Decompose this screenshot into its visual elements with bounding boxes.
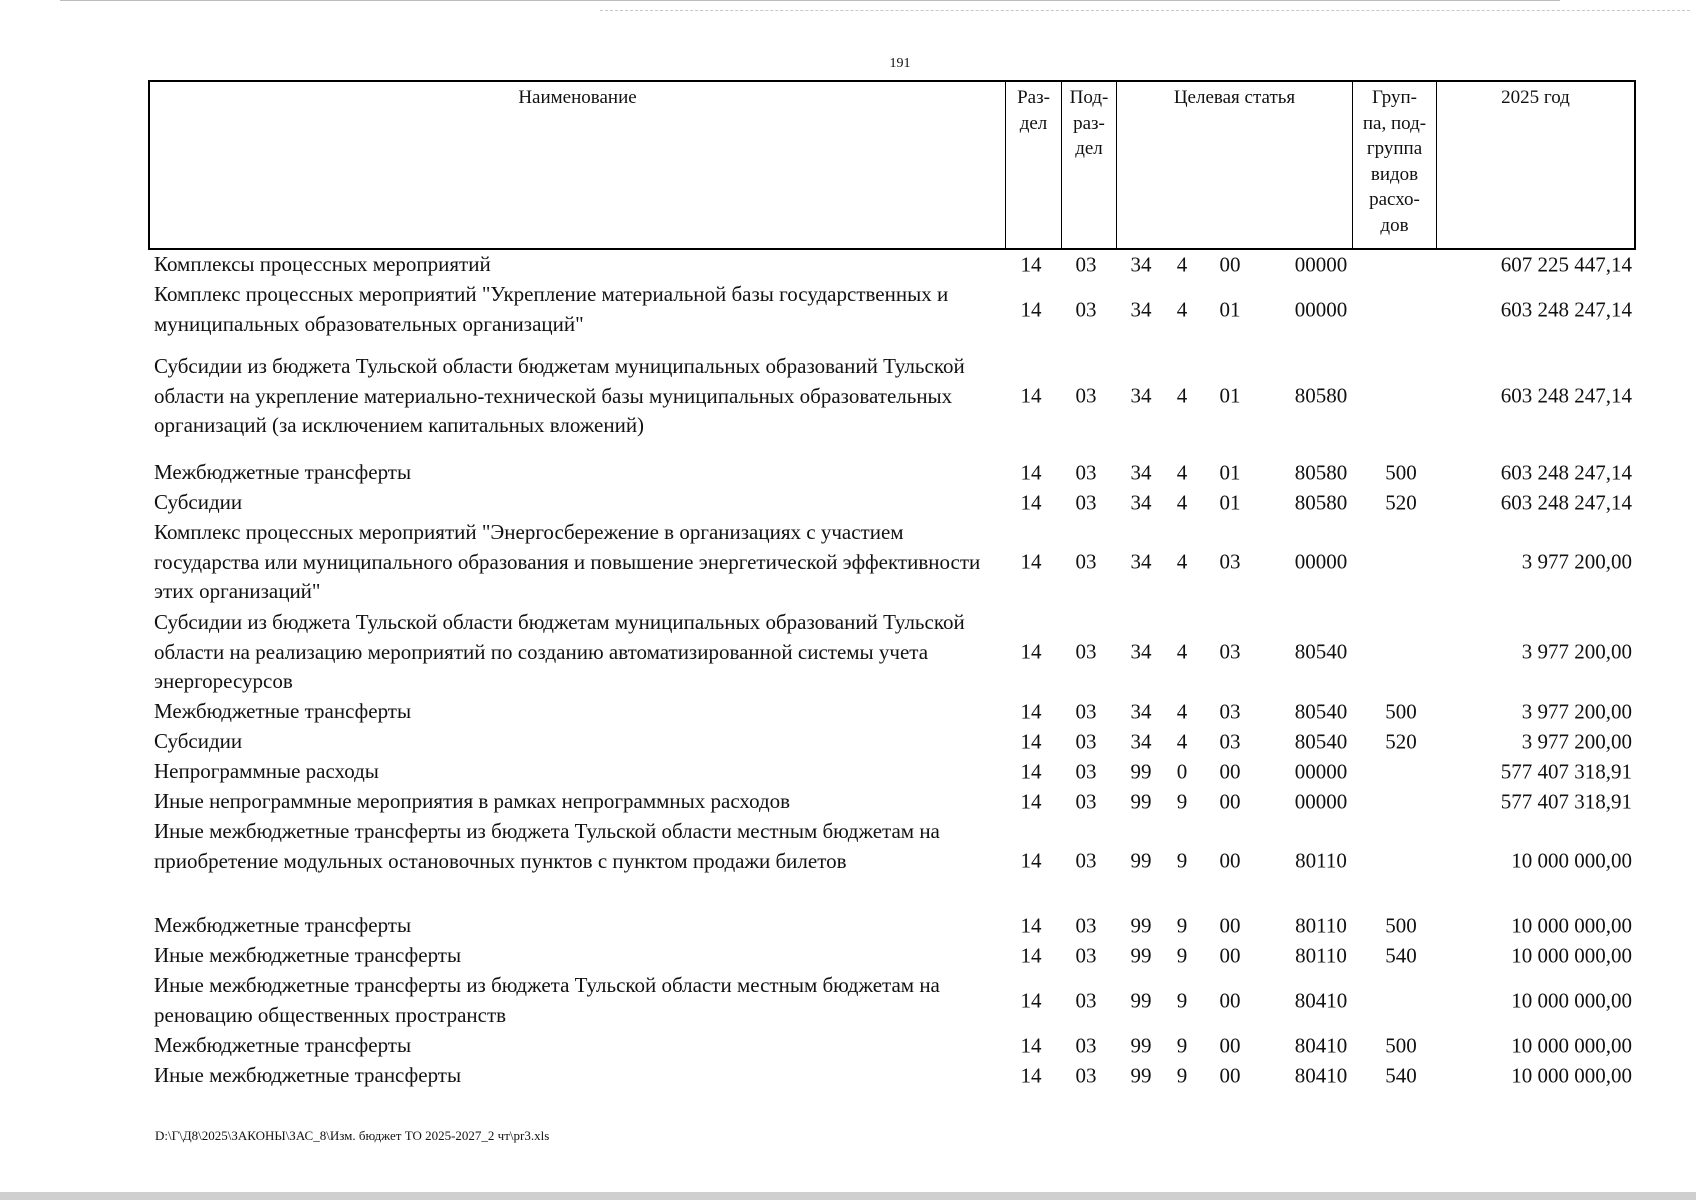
row-razdel: 14 <box>1020 383 1042 408</box>
row-podrazdel: 03 <box>1075 729 1097 753</box>
row-target-direction: 80410 <box>1294 1033 1348 1057</box>
row-target-structural-element: 00 <box>1219 789 1241 813</box>
row-podrazdel: 03 <box>1075 460 1097 484</box>
row-target-type: 9 <box>1176 913 1188 937</box>
row-razdel: 14 <box>1020 639 1042 664</box>
row-target-structural-element: 01 <box>1219 460 1241 484</box>
row-razdel: 14 <box>1020 913 1042 937</box>
row-name: Иные межбюджетные трансферты <box>154 943 462 967</box>
row-target-type: 4 <box>1176 460 1188 484</box>
row-target-structural-element: 00 <box>1219 759 1241 783</box>
row-podrazdel: 03 <box>1075 759 1097 783</box>
table-row <box>148 971 1636 1030</box>
row-name: Межбюджетные трансферты <box>154 699 412 723</box>
row-target-direction: 80580 <box>1294 490 1348 514</box>
row-target-program: 34 <box>1130 490 1152 514</box>
row-amount: 10 000 000,00 <box>1511 1033 1632 1057</box>
row-target-type: 4 <box>1176 699 1188 723</box>
row-razdel: 14 <box>1020 848 1042 873</box>
row-amount: 577 407 318,91 <box>1500 789 1632 813</box>
row-target-direction: 00000 <box>1294 549 1348 574</box>
row-target-structural-element: 03 <box>1219 729 1241 753</box>
row-target-type: 9 <box>1176 848 1188 873</box>
row-name: Межбюджетные трансферты <box>154 1033 412 1057</box>
scan-edge-dashed <box>600 10 1690 11</box>
row-name: Субсидии <box>154 729 243 753</box>
header-expense-group: Груп- па, под- группа видов расхо- дов <box>1352 82 1436 248</box>
row-name: Иные межбюджетные трансферты <box>154 1063 462 1087</box>
row-razdel: 14 <box>1020 460 1042 484</box>
table-row <box>148 458 1636 488</box>
row-target-direction: 80110 <box>1295 943 1347 967</box>
header-target-article: Целевая статья <box>1116 82 1352 248</box>
row-target-structural-element: 00 <box>1219 987 1241 1012</box>
row-target-structural-element: 01 <box>1219 490 1241 514</box>
row-razdel: 14 <box>1020 1063 1042 1087</box>
table-row <box>148 727 1636 757</box>
scan-edge-bottom <box>0 1192 1696 1200</box>
table-row <box>148 1031 1636 1061</box>
row-target-type: 4 <box>1176 549 1188 574</box>
row-amount: 3 977 200,00 <box>1521 729 1632 753</box>
row-razdel: 14 <box>1020 789 1042 813</box>
row-target-program: 34 <box>1130 699 1152 723</box>
table-row <box>148 280 1636 339</box>
row-podrazdel: 03 <box>1075 1063 1097 1087</box>
row-podrazdel: 03 <box>1075 549 1097 574</box>
header-name <box>150 82 1005 248</box>
row-target-program: 99 <box>1130 913 1152 937</box>
row-amount: 577 407 318,91 <box>1500 759 1632 783</box>
row-podrazdel: 03 <box>1075 913 1097 937</box>
row-target-direction: 00000 <box>1294 252 1348 276</box>
row-target-structural-element: 00 <box>1219 913 1241 937</box>
row-target-structural-element: 00 <box>1219 943 1241 967</box>
row-razdel: 14 <box>1020 699 1042 723</box>
row-target-program: 99 <box>1130 943 1152 967</box>
row-amount: 10 000 000,00 <box>1511 1063 1632 1087</box>
row-target-structural-element: 00 <box>1219 848 1241 873</box>
row-target-structural-element: 01 <box>1219 383 1241 408</box>
row-name: Субсидии из бюджета Тульской области бюджетам муниципальных образований Тульской области на реализацию мероприятий по созданию автоматизированной системы учета энергоресурсов <box>154 610 965 693</box>
row-podrazdel: 03 <box>1075 848 1097 873</box>
row-target-direction: 80110 <box>1295 848 1347 873</box>
row-target-program: 34 <box>1130 549 1152 574</box>
row-podrazdel: 03 <box>1075 987 1097 1012</box>
table-header <box>148 80 1636 250</box>
row-target-structural-element: 00 <box>1219 1033 1241 1057</box>
page-number: 191 <box>889 56 911 71</box>
row-expense-group: 520 <box>1385 490 1417 514</box>
row-target-program: 34 <box>1130 460 1152 484</box>
table-row <box>148 1061 1636 1091</box>
row-razdel: 14 <box>1020 549 1042 574</box>
table-row <box>148 911 1636 941</box>
row-target-structural-element: 00 <box>1219 1063 1241 1087</box>
row-target-program: 99 <box>1130 1033 1152 1057</box>
row-target-program: 99 <box>1130 789 1152 813</box>
row-razdel: 14 <box>1020 759 1042 783</box>
row-podrazdel: 03 <box>1075 943 1097 967</box>
row-target-direction: 80540 <box>1294 639 1348 664</box>
row-amount: 10 000 000,00 <box>1511 848 1632 873</box>
row-name: Комплекс процессных мероприятий "Укрепление материальной базы государственных и муниципальных образовательных организаций" <box>154 282 949 336</box>
row-podrazdel: 03 <box>1075 490 1097 514</box>
row-name: Межбюджетные трансферты <box>154 460 412 484</box>
row-amount: 10 000 000,00 <box>1511 943 1632 967</box>
row-razdel: 14 <box>1020 987 1042 1012</box>
row-target-type: 9 <box>1176 1063 1188 1087</box>
row-podrazdel: 03 <box>1075 639 1097 664</box>
row-target-type: 9 <box>1176 987 1188 1012</box>
row-podrazdel: 03 <box>1075 1033 1097 1057</box>
row-podrazdel: 03 <box>1075 699 1097 723</box>
header-razdel: Раз- дел <box>1005 82 1061 248</box>
row-target-direction: 80540 <box>1294 729 1348 753</box>
header-year: 2025 год <box>1436 82 1634 248</box>
row-target-direction: 80580 <box>1294 460 1348 484</box>
row-target-direction: 00000 <box>1294 296 1348 321</box>
row-target-structural-element: 03 <box>1219 699 1241 723</box>
row-target-program: 34 <box>1130 252 1152 276</box>
table-row <box>148 817 1636 906</box>
row-target-type: 4 <box>1176 729 1188 753</box>
row-name: Иные межбюджетные трансферты из бюджета Тульской области местным бюджетам на реновацию общественных пространств <box>154 973 940 1027</box>
row-target-program: 99 <box>1130 987 1152 1012</box>
header-name-label: Наименование <box>518 87 637 108</box>
row-amount: 3 977 200,00 <box>1521 639 1632 664</box>
row-amount: 603 248 247,14 <box>1500 383 1632 408</box>
row-target-direction: 80580 <box>1294 383 1348 408</box>
row-target-program: 34 <box>1130 383 1152 408</box>
row-target-direction: 80410 <box>1294 1063 1348 1087</box>
row-amount: 10 000 000,00 <box>1511 987 1632 1012</box>
row-razdel: 14 <box>1020 943 1042 967</box>
row-name: Комплексы процессных мероприятий <box>154 252 491 276</box>
row-podrazdel: 03 <box>1075 296 1097 321</box>
row-target-type: 4 <box>1176 490 1188 514</box>
row-razdel: 14 <box>1020 252 1042 276</box>
row-podrazdel: 03 <box>1075 252 1097 276</box>
row-expense-group: 540 <box>1385 943 1417 967</box>
row-expense-group: 500 <box>1385 1033 1417 1057</box>
row-podrazdel: 03 <box>1075 383 1097 408</box>
row-expense-group: 500 <box>1385 699 1417 723</box>
row-name: Субсидии <box>154 490 243 514</box>
row-target-type: 4 <box>1176 296 1188 321</box>
row-razdel: 14 <box>1020 490 1042 514</box>
row-target-direction: 80110 <box>1295 913 1347 937</box>
header-podrazdel: Под- раз- дел <box>1061 82 1116 248</box>
row-expense-group: 520 <box>1385 729 1417 753</box>
row-target-structural-element: 01 <box>1219 296 1241 321</box>
table-row <box>148 518 1636 607</box>
row-name: Иные межбюджетные трансферты из бюджета Тульской области местным бюджетам на приобретение модульных остановочных пунктов с пунктом продажи билетов <box>154 819 940 873</box>
table-row <box>148 608 1636 697</box>
row-amount: 603 248 247,14 <box>1500 490 1632 514</box>
footer-file-path: D:\Г\Д8\2025\ЗАКОНЫ\ЗАС_8\Изм. бюджет ТО 2025-2027_2 чт\pr3.xls <box>155 1128 550 1143</box>
table-row <box>148 787 1636 817</box>
row-target-structural-element: 00 <box>1219 252 1241 276</box>
row-expense-group: 500 <box>1385 460 1417 484</box>
scan-edge-top <box>60 0 1560 1</box>
row-name: Комплекс процессных мероприятий "Энергосбережение в организациях с участием государства или муниципального образования и повышение энергетической эффективности этих организаций" <box>154 520 981 603</box>
row-target-type: 9 <box>1176 1033 1188 1057</box>
row-target-type: 0 <box>1176 759 1188 783</box>
row-target-direction: 00000 <box>1294 789 1348 813</box>
row-target-type: 9 <box>1176 789 1188 813</box>
row-amount: 3 977 200,00 <box>1521 549 1632 574</box>
row-amount: 10 000 000,00 <box>1511 913 1632 937</box>
row-target-program: 99 <box>1130 759 1152 783</box>
row-target-program: 34 <box>1130 296 1152 321</box>
row-target-structural-element: 03 <box>1219 549 1241 574</box>
row-amount: 603 248 247,14 <box>1500 460 1632 484</box>
row-razdel: 14 <box>1020 296 1042 321</box>
row-name: Межбюджетные трансферты <box>154 913 412 937</box>
row-expense-group: 500 <box>1385 913 1417 937</box>
table-row <box>148 250 1636 280</box>
table-row <box>148 757 1636 787</box>
row-name: Непрограммные расходы <box>154 759 379 783</box>
row-amount: 603 248 247,14 <box>1500 296 1632 321</box>
row-target-program: 34 <box>1130 729 1152 753</box>
row-razdel: 14 <box>1020 729 1042 753</box>
row-target-direction: 00000 <box>1294 759 1348 783</box>
row-name: Субсидии из бюджета Тульской области бюджетам муниципальных образований Тульской области на укрепление материально-технической базы муниципальных образовательных организаций (за исключением капитальных вложений) <box>154 354 965 437</box>
row-amount: 607 225 447,14 <box>1500 252 1632 276</box>
table-row <box>148 488 1636 518</box>
row-name: Иные непрограммные мероприятия в рамках непрограммных расходов <box>154 789 791 813</box>
row-razdel: 14 <box>1020 1033 1042 1057</box>
row-podrazdel: 03 <box>1075 789 1097 813</box>
table-row <box>148 697 1636 727</box>
row-target-program: 34 <box>1130 639 1152 664</box>
table-row <box>148 941 1636 971</box>
row-amount: 3 977 200,00 <box>1521 699 1632 723</box>
row-expense-group: 540 <box>1385 1063 1417 1087</box>
row-target-direction: 80410 <box>1294 987 1348 1012</box>
row-target-program: 99 <box>1130 848 1152 873</box>
row-target-program: 99 <box>1130 1063 1152 1087</box>
row-target-type: 4 <box>1176 383 1188 408</box>
row-target-type: 9 <box>1176 943 1188 967</box>
row-target-type: 4 <box>1176 252 1188 276</box>
row-target-direction: 80540 <box>1294 699 1348 723</box>
table-row <box>148 352 1636 441</box>
row-target-structural-element: 03 <box>1219 639 1241 664</box>
row-target-type: 4 <box>1176 639 1188 664</box>
